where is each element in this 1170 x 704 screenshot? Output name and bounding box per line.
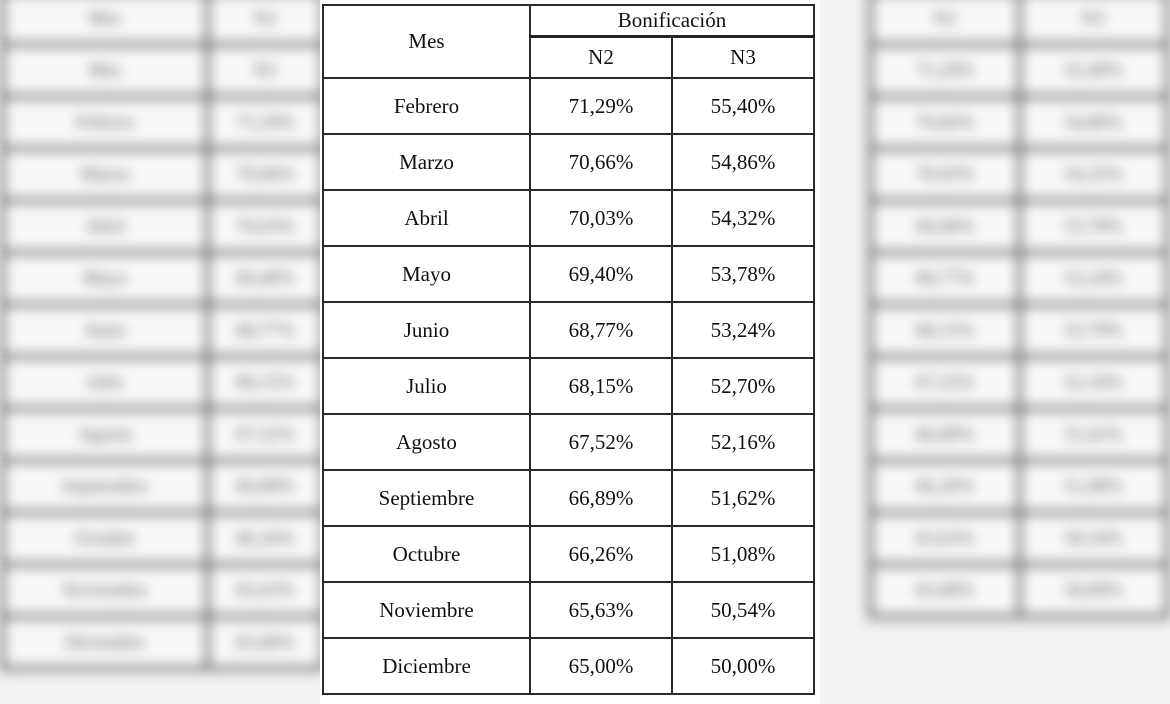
cell-n2: 68,15%	[530, 358, 672, 414]
blurred-cell: Mayo	[3, 253, 208, 305]
blurred-row	[3, 45, 323, 97]
table-row	[323, 358, 814, 414]
blurred-row	[871, 45, 1168, 97]
table-row	[323, 470, 814, 526]
blurred-cell: 65,63%	[871, 513, 1020, 565]
blurred-row	[871, 357, 1168, 409]
blurred-cell: N3	[1019, 0, 1168, 45]
blurred-cell: Noviembre	[3, 565, 208, 617]
cell-mes: Julio	[323, 358, 530, 414]
cell-n2: 68,77%	[530, 302, 672, 358]
blurred-cell: Octubre	[3, 513, 208, 565]
cell-n3: 52,70%	[672, 358, 814, 414]
blurred-cell: 65,00%	[871, 565, 1020, 617]
blurred-cell: 54,32%	[1019, 149, 1168, 201]
blurred-row	[3, 253, 323, 305]
table-row	[323, 134, 814, 190]
blurred-cell: Mes	[3, 0, 208, 45]
table-row	[323, 638, 814, 694]
blurred-row	[871, 253, 1168, 305]
blurred-row	[3, 97, 323, 149]
header-bonificacion: Bonificación	[530, 5, 814, 36]
document-panel	[320, 0, 820, 704]
cell-mes: Diciembre	[323, 638, 530, 694]
cell-mes: Mayo	[323, 246, 530, 302]
table-row	[323, 582, 814, 638]
header-n2: N2	[530, 36, 672, 78]
blurred-cell: Abril	[3, 201, 208, 253]
cell-mes: Junio	[323, 302, 530, 358]
cell-n3: 54,32%	[672, 190, 814, 246]
blurred-cell: 65,63%	[208, 565, 323, 617]
blurred-cell: 70,03%	[208, 201, 323, 253]
blurred-row	[3, 149, 323, 201]
blurred-cell: 71,29%	[871, 45, 1020, 97]
blurred-cell: 68,15%	[871, 305, 1020, 357]
blurred-cell: 68,77%	[871, 253, 1020, 305]
cell-n2: 70,03%	[530, 190, 672, 246]
blurred-row	[871, 97, 1168, 149]
cell-n2: 65,00%	[530, 638, 672, 694]
cell-n3: 52,16%	[672, 414, 814, 470]
blurred-cell: Junio	[3, 305, 208, 357]
table-row	[323, 190, 814, 246]
blurred-cell: Julio	[3, 357, 208, 409]
cell-n2: 69,40%	[530, 246, 672, 302]
blurred-cell: 66,89%	[871, 409, 1020, 461]
blurred-cell: 51,08%	[1019, 461, 1168, 513]
blurred-cell: 70,66%	[208, 149, 323, 201]
blurred-row	[3, 565, 323, 617]
blurred-cell: 70,03%	[871, 149, 1020, 201]
blurred-row	[871, 461, 1168, 513]
cell-n2: 65,63%	[530, 582, 672, 638]
blurred-cell: N2	[208, 0, 323, 45]
table-row	[323, 302, 814, 358]
blurred-cell: 52,70%	[1019, 305, 1168, 357]
bonificacion-table	[322, 4, 815, 695]
table-row	[323, 78, 814, 134]
blurred-row	[871, 565, 1168, 617]
cell-n3: 50,54%	[672, 582, 814, 638]
blurred-row	[3, 513, 323, 565]
cell-n3: 51,62%	[672, 470, 814, 526]
blurred-cell: Septiembre	[3, 461, 208, 513]
cell-n2: 66,26%	[530, 526, 672, 582]
blurred-cell: Diciembre	[3, 617, 208, 669]
blurred-cell: 52,16%	[1019, 357, 1168, 409]
blurred-cell: 50,54%	[1019, 513, 1168, 565]
cell-mes: Septiembre	[323, 470, 530, 526]
header-n3: N3	[672, 36, 814, 78]
blurred-row	[871, 305, 1168, 357]
blurred-cell: 66,89%	[208, 461, 323, 513]
blurred-cell: 68,77%	[208, 305, 323, 357]
blurred-cell: N2	[208, 45, 323, 97]
blurred-cell: 50,00%	[1019, 565, 1168, 617]
blurred-row	[871, 513, 1168, 565]
cell-mes: Octubre	[323, 526, 530, 582]
table-row	[323, 526, 814, 582]
blurred-cell: 69,40%	[208, 253, 323, 305]
blurred-cell: 53,24%	[1019, 253, 1168, 305]
blurred-row	[3, 0, 323, 45]
table-row	[323, 246, 814, 302]
blurred-cell: 71,29%	[208, 97, 323, 149]
blurred-cell: 51,62%	[1019, 409, 1168, 461]
blurred-cell: 70,66%	[871, 97, 1020, 149]
cell-n3: 53,78%	[672, 246, 814, 302]
blurred-background-table-left	[0, 0, 325, 671]
cell-mes: Marzo	[323, 134, 530, 190]
blurred-row	[871, 149, 1168, 201]
table-body	[323, 78, 814, 694]
cell-mes: Abril	[323, 190, 530, 246]
blurred-row	[871, 201, 1168, 253]
blurred-cell: 55,40%	[1019, 45, 1168, 97]
blurred-row	[3, 201, 323, 253]
cell-mes: Agosto	[323, 414, 530, 470]
blurred-cell: Mes	[3, 45, 208, 97]
blurred-cell: 69,40%	[871, 201, 1020, 253]
blurred-cell: 65,00%	[208, 617, 323, 669]
header-mes: Mes	[323, 5, 530, 78]
table-row	[323, 414, 814, 470]
cell-n3: 51,08%	[672, 526, 814, 582]
blurred-cell: 67,52%	[871, 357, 1020, 409]
blurred-cell: 68,15%	[208, 357, 323, 409]
blurred-cell: Febrero	[3, 97, 208, 149]
cell-mes: Febrero	[323, 78, 530, 134]
blurred-cell: 67,52%	[208, 409, 323, 461]
cell-n2: 67,52%	[530, 414, 672, 470]
blurred-row	[3, 409, 323, 461]
cell-n3: 50,00%	[672, 638, 814, 694]
blurred-cell: 66,26%	[208, 513, 323, 565]
blurred-row	[3, 461, 323, 513]
blurred-cell: 54,86%	[1019, 97, 1168, 149]
blurred-cell: Agosto	[3, 409, 208, 461]
blurred-row	[3, 617, 323, 669]
cell-n3: 53,24%	[672, 302, 814, 358]
cell-n3: 55,40%	[672, 78, 814, 134]
cell-n2: 66,89%	[530, 470, 672, 526]
blurred-cell: Marzo	[3, 149, 208, 201]
blurred-row	[3, 357, 323, 409]
cell-mes: Noviembre	[323, 582, 530, 638]
blurred-row	[3, 305, 323, 357]
blurred-row	[871, 0, 1168, 45]
cell-n3: 54,86%	[672, 134, 814, 190]
cell-n2: 70,66%	[530, 134, 672, 190]
blurred-background-table-right	[868, 0, 1170, 619]
cell-n2: 71,29%	[530, 78, 672, 134]
blurred-cell: 66,26%	[871, 461, 1020, 513]
blurred-row	[871, 409, 1168, 461]
blurred-cell: 53,78%	[1019, 201, 1168, 253]
blurred-cell: N2	[871, 0, 1020, 45]
